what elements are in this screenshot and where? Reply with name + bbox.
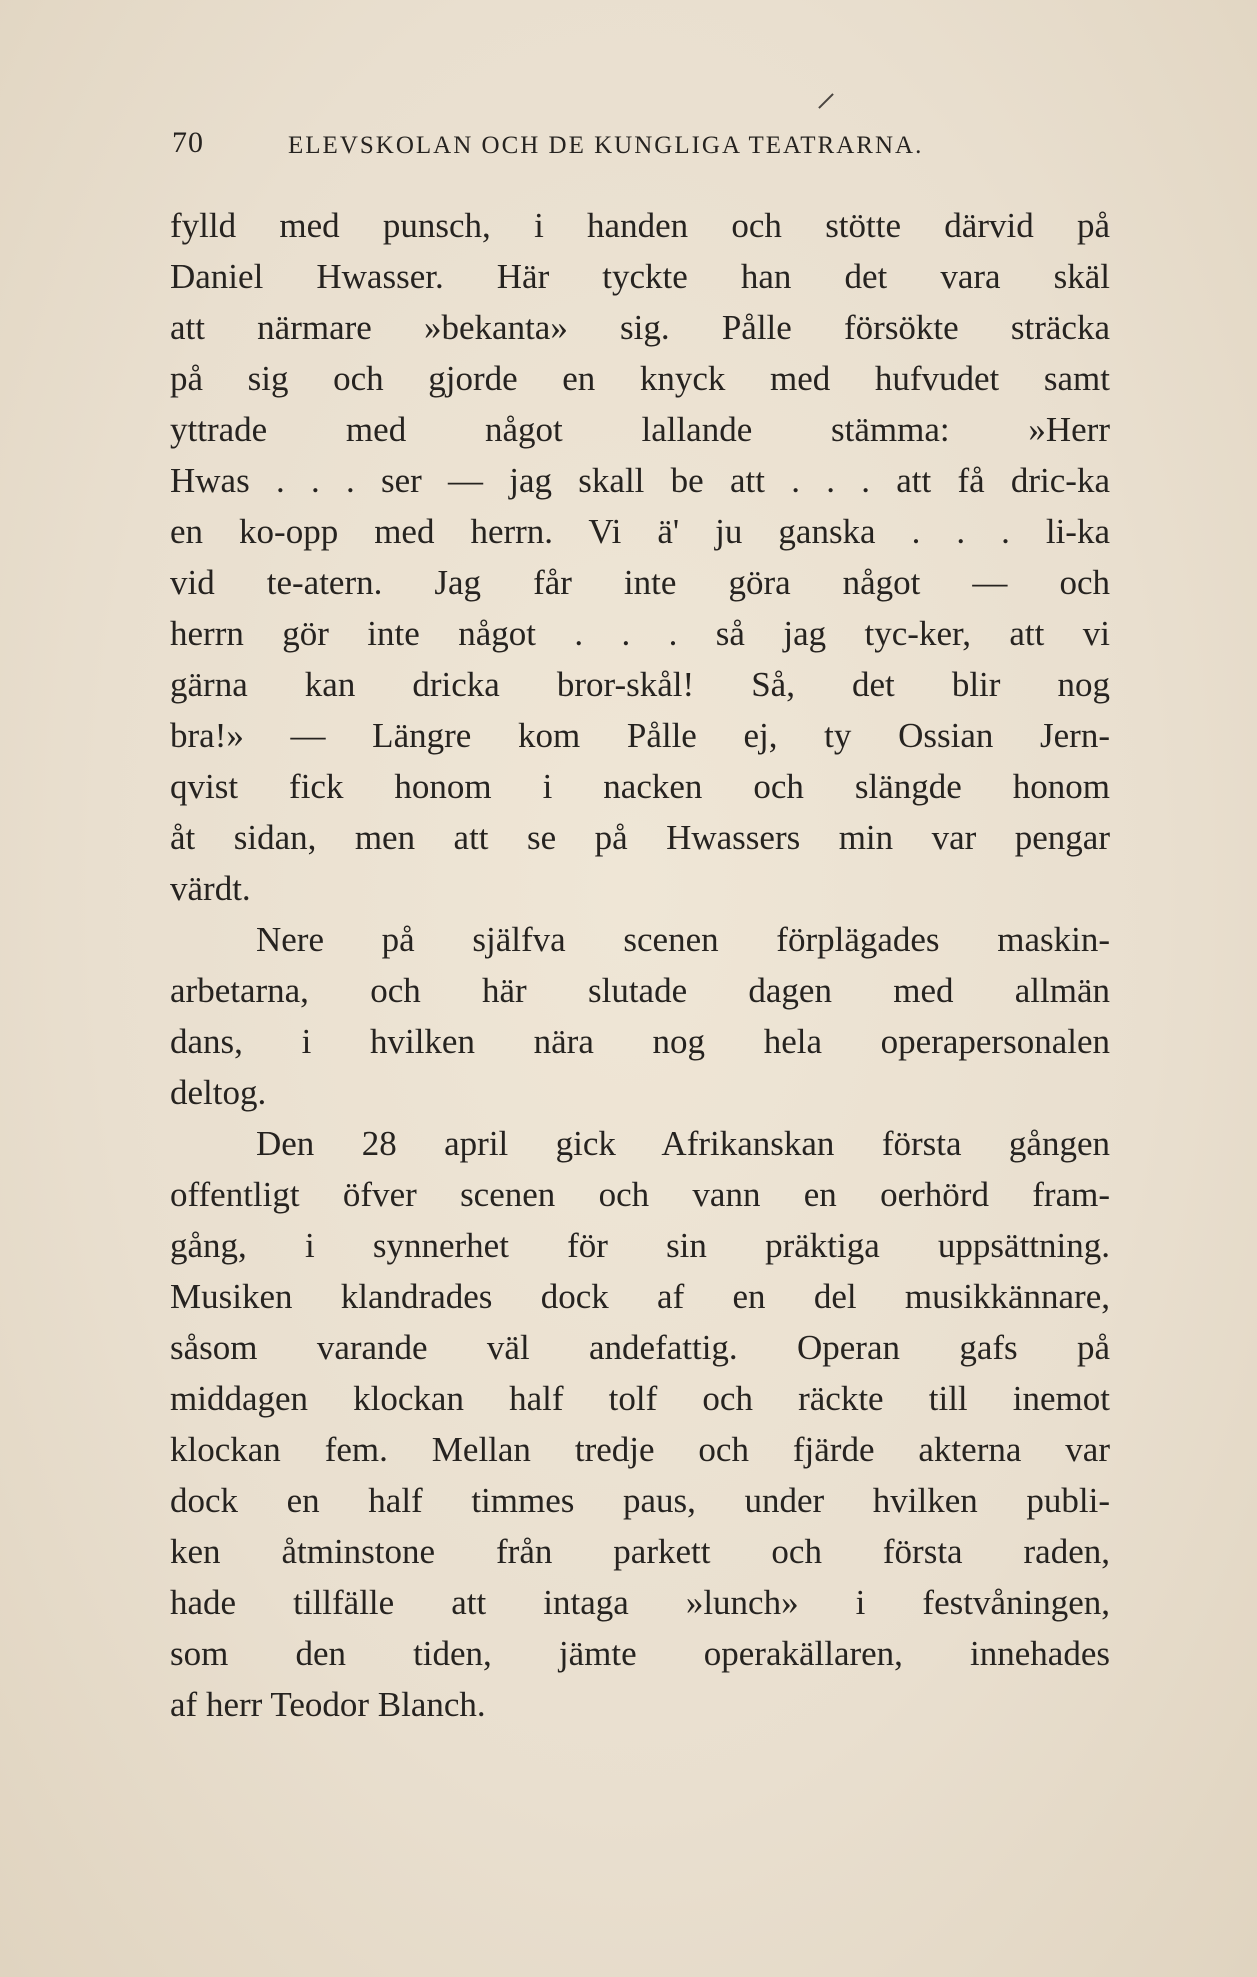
text-line: fylld med punsch, i handen och stötte därvid på (170, 206, 1110, 245)
text-line: såsom varande väl andefattig. Operan gafs på (170, 1328, 1110, 1367)
text-line: gärna kan dricka bror-skål! Så, det blir nog (170, 665, 1110, 704)
pencil-mark (818, 93, 834, 109)
text-line: yttrade med något lallande stämma: »Herr (170, 410, 1110, 449)
text-line: en ko-opp med herrn. Vi ä' ju ganska . . . li-ka (170, 512, 1110, 551)
text-line: vid te-atern. Jag får inte göra något — och (170, 563, 1110, 602)
text-line: hade tillfälle att intaga »lunch» i festvåningen, (170, 1583, 1110, 1622)
text-line: att närmare »bekanta» sig. Pålle försökte sträcka (170, 308, 1110, 347)
text-line: Daniel Hwasser. Här tyckte han det vara skäl (170, 257, 1110, 296)
text-line: åt sidan, men att se på Hwassers min var pengar (170, 818, 1110, 857)
text-line: värdt. (170, 869, 251, 908)
text-line: deltog. (170, 1073, 267, 1112)
text-line: som den tiden, jämte operakällaren, innehades (170, 1634, 1110, 1673)
text-line: dans, i hvilken nära nog hela operapersonalen (170, 1022, 1110, 1061)
text-line: Nere på själfva scenen förplägades maskin- (256, 920, 1110, 959)
page-number: 70 (172, 126, 204, 159)
text-line: dock en half timmes paus, under hvilken publi- (170, 1481, 1110, 1520)
text-line: på sig och gjorde en knyck med hufvudet samt (170, 359, 1110, 398)
text-line: arbetarna, och här slutade dagen med allmän (170, 971, 1110, 1010)
body-text (170, 200, 1110, 1730)
text-line: Hwas . . . ser — jag skall be att . . . att få dric-ka (170, 461, 1110, 500)
page-header (172, 126, 1072, 176)
running-head: ELEVSKOLAN OCH DE KUNGLIGA TEATRARNA. (288, 132, 924, 159)
text-line: gång, i synnerhet för sin präktiga uppsättning. (170, 1226, 1110, 1265)
text-line: Musiken klandrades dock af en del musikkännare, (170, 1277, 1110, 1316)
text-line: af herr Teodor Blanch. (170, 1685, 486, 1724)
text-line: herrn gör inte något . . . så jag tyc-ker, att vi (170, 614, 1110, 653)
text-line: Den 28 april gick Afrikanskan första gången (256, 1124, 1110, 1163)
text-line: ken åtminstone från parkett och första raden, (170, 1532, 1110, 1571)
text-line: middagen klockan half tolf och räckte till inemot (170, 1379, 1110, 1418)
text-line: offentligt öfver scenen och vann en oerhörd fram- (170, 1175, 1110, 1214)
text-line: bra!» — Längre kom Pålle ej, ty Ossian Jern- (170, 716, 1110, 755)
text-line: qvist fick honom i nacken och slängde honom (170, 767, 1110, 806)
text-line: klockan fem. Mellan tredje och fjärde akterna var (170, 1430, 1110, 1469)
